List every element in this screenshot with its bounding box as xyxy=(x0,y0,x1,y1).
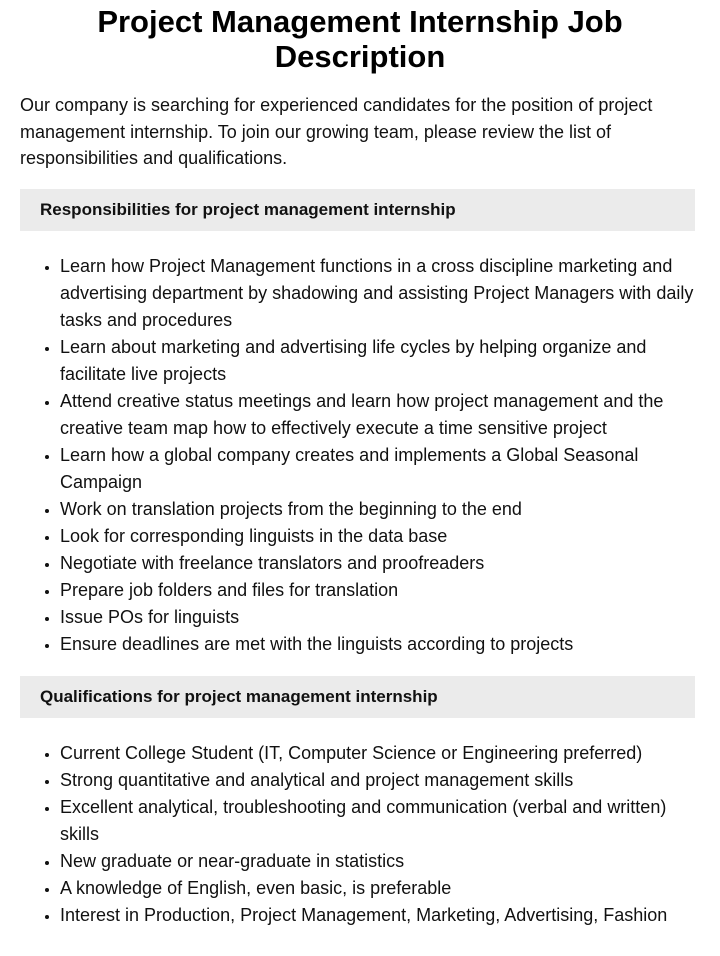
list-item: • Current College Student (IT, Computer Science or Engineering preferred) xyxy=(60,740,700,767)
list-item: • Work on translation projects from the beginning to the end xyxy=(60,496,700,523)
intro-paragraph: Our company is searching for experienced candidates for the position of project management internship. To join our growing team, please review the list of responsibilities and qualifications. xyxy=(20,95,653,168)
list-item: • New graduate or near-graduate in statistics xyxy=(60,848,700,875)
list-item: • Ensure deadlines are met with the linguists according to projects xyxy=(60,631,700,658)
responsibilities-list xyxy=(0,253,700,658)
responsibilities-heading: Responsibilities for project management internship xyxy=(20,189,695,231)
list-item: • Prepare job folders and files for translation xyxy=(60,577,700,604)
list-item: • Learn how Project Management functions in a cross discipline marketing and advertising department by shadowing and assisting Project Managers with daily tasks and procedures xyxy=(60,253,700,334)
list-item: • Attend creative status meetings and learn how project management and the creative team map how to effectively execute a time sensitive project xyxy=(60,388,700,442)
list-item: • A knowledge of English, even basic, is preferable xyxy=(60,875,700,902)
qualifications-heading: Qualifications for project management internship xyxy=(20,676,695,718)
list-item: • Look for corresponding linguists in the data base xyxy=(60,523,700,550)
list-item: • Strong quantitative and analytical and project management skills xyxy=(60,767,700,794)
list-item: • Learn how a global company creates and implements a Global Seasonal Campaign xyxy=(60,442,700,496)
list-item: • Issue POs for linguists xyxy=(60,604,700,631)
list-item: • Learn about marketing and advertising life cycles by helping organize and facilitate live projects xyxy=(60,334,700,388)
list-item: • Interest in Production, Project Management, Marketing, Advertising, Fashion xyxy=(60,902,700,929)
page-title: Project Management Internship Job Description xyxy=(97,4,623,74)
list-item: • Excellent analytical, troubleshooting and communication (verbal and written) skills xyxy=(60,794,700,848)
list-item: • Negotiate with freelance translators and proofreaders xyxy=(60,550,700,577)
qualifications-list xyxy=(0,740,700,929)
